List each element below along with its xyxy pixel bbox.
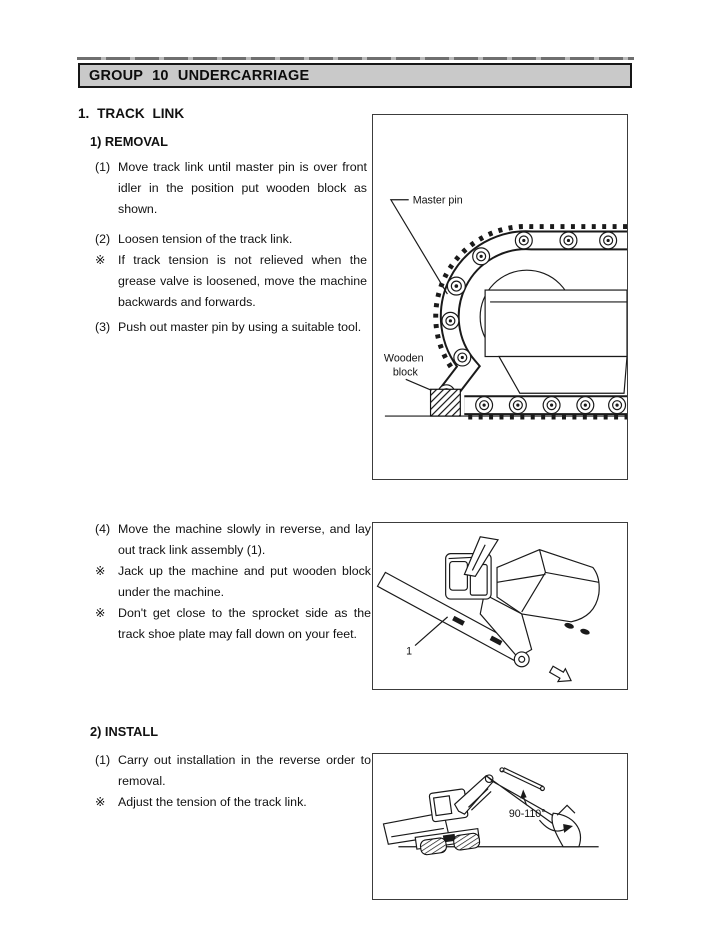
wooden-block (431, 389, 461, 416)
list-item (95, 603, 371, 645)
step-text: Loosen tension of the track link. (118, 232, 293, 246)
removal-steps-part2 (95, 519, 371, 645)
step-text: If track tension is not relieved when the grease valve is loosened, move the machine backwards and forwards. (118, 253, 367, 309)
figure-lay-out-track (372, 522, 628, 690)
angle-label: 90-110° (508, 808, 546, 821)
step-text: Move the machine slowly in reverse, and lay out track link assembly (1). (118, 522, 371, 557)
wooden-block-label: block (392, 366, 418, 379)
note-marker: ※ (95, 564, 106, 578)
step-marker: (1) (95, 160, 111, 174)
note-marker: ※ (95, 253, 106, 267)
track-right (453, 833, 480, 851)
part-label: 1 (406, 645, 413, 658)
step-marker: (2) (95, 232, 111, 246)
list-item (95, 317, 367, 338)
step-text: Move track link until master pin is over front idler in the position put wooden block as shown. (118, 160, 367, 216)
group-header (78, 63, 632, 88)
rear-idler (514, 652, 529, 667)
install-heading: 2) INSTALL (90, 724, 159, 739)
page-top-rule (77, 57, 634, 60)
step-marker: (1) (95, 753, 111, 767)
list-item (95, 792, 371, 813)
track-left (420, 837, 447, 855)
step-text: Carry out installation in the reverse order to removal. (118, 753, 371, 788)
list-item (95, 750, 371, 792)
master-pin-label: Master pin (412, 194, 463, 207)
removal-steps-part1 (95, 157, 367, 338)
note-marker: ※ (95, 795, 106, 809)
step-text: Don't get close to the sprocket side as the track shoe plate may fall down on your feet. (118, 606, 371, 641)
excavator-reverse-diagram-icon (373, 523, 627, 689)
install-steps (95, 750, 371, 813)
master-pin (447, 277, 465, 295)
master-pin-leader (391, 200, 448, 294)
track-frame (485, 290, 627, 393)
step-text: Adjust the tension of the track link. (118, 795, 307, 809)
figure-install-position (372, 753, 628, 900)
list-item (95, 229, 367, 250)
note-marker: ※ (95, 606, 106, 620)
list-item (95, 250, 367, 313)
section-title: 1. TRACK LINK (78, 106, 185, 121)
track-link-diagram-icon (373, 115, 627, 479)
wooden-block-label: Wooden (383, 352, 424, 365)
wooden-block-leader (406, 379, 432, 390)
step-marker: (3) (95, 320, 111, 334)
reverse-arrow-icon (548, 663, 575, 687)
removal-heading: 1) REMOVAL (90, 134, 168, 149)
list-item (95, 157, 367, 220)
step-text: Jack up the machine and put wooden block under the machine. (118, 564, 371, 599)
part-leader (415, 617, 448, 646)
excavator-install-diagram-icon (373, 754, 627, 899)
step-marker: (4) (95, 522, 111, 536)
group-header-title: GROUP 10 UNDERCARRIAGE (89, 67, 310, 84)
list-item (95, 519, 371, 561)
step-text: Push out master pin by using a suitable tool. (118, 320, 362, 334)
list-item (95, 561, 371, 603)
figure-track-link-removal (372, 114, 628, 480)
